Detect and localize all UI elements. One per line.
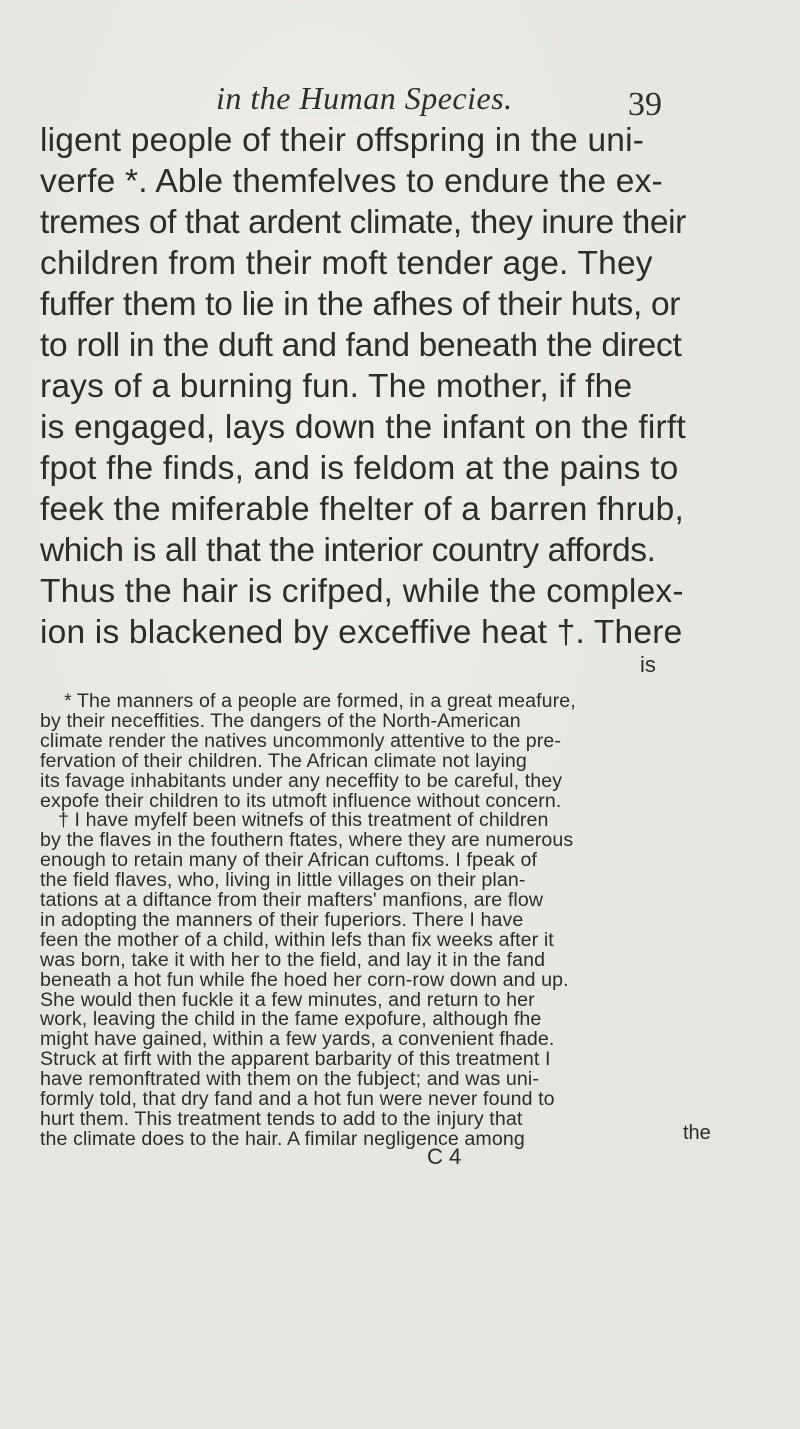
- footnote-line: expofe their children to its utmoft influence without concern.: [40, 789, 562, 812]
- footnote-line: was born, take it with her to the field, and lay it in the fand: [40, 948, 546, 971]
- body-line: is engaged, lays down the infant on the firft: [40, 409, 686, 446]
- footnote-line: its favage inhabitants under any neceffity to be careful, they: [40, 769, 563, 792]
- bottom-catchword: the: [683, 1121, 711, 1144]
- footnote-line: by their neceffities. The dangers of the North-American: [40, 709, 521, 732]
- footnote-line: in adopting the manners of their fuperiors. There I have: [40, 908, 524, 931]
- footnote-line: Struck at firft with the apparent barbarity of this treatment I: [40, 1048, 551, 1071]
- footnote-line: enough to retain many of their African cuftoms. I fpeak of: [40, 849, 538, 872]
- body-line: tremes of that ardent climate, they inure their: [40, 204, 686, 241]
- catchword: is: [640, 652, 656, 677]
- body-line: rays of a burning fun. The mother, if fhe: [40, 368, 633, 405]
- body-line: feek the miferable fhelter of a barren fhrub,: [40, 491, 684, 528]
- body-line: Thus the hair is crifped, while the complex-: [40, 573, 684, 610]
- body-line: fuffer them to lie in the afhes of their huts, or: [40, 286, 681, 323]
- footnote-line: fervation of their children. The African climate not laying: [40, 749, 527, 772]
- footnote-line: the climate does to the hair. A fimilar negligence among: [40, 1127, 525, 1150]
- running-head: in the Human Species.: [216, 80, 513, 116]
- page-number: 39: [628, 86, 662, 123]
- body-line: to roll in the duft and fand beneath the direct: [40, 327, 682, 364]
- footnote-line: climate render the natives uncommonly attentive to the pre-: [40, 729, 562, 752]
- footnote-line: † I have myfelf been witnefs of this treatment of children: [58, 809, 549, 832]
- footnote-line: formly told, that dry fand and a hot fun were never found to: [40, 1088, 555, 1110]
- footnote-line: work, leaving the child in the fame expofure, although fhe: [40, 1008, 542, 1031]
- signature-mark: C 4: [427, 1143, 462, 1169]
- footnote-line: by the flaves in the fouthern ftates, where they are numerous: [40, 829, 574, 852]
- footnote-line: She would then fuckle it a few minutes, and return to her: [40, 988, 535, 1011]
- body-line: ligent people of their offspring in the uni-: [40, 122, 645, 159]
- body-line: ion is blackened by exceffive heat †. There: [40, 614, 683, 651]
- footnote-line: might have gained, within a few yards, a convenient fhade.: [40, 1028, 555, 1051]
- body-line: which is all that the interior country affords.: [40, 532, 656, 569]
- footnote-line: tations at a diftance from their mafters' manfions, are flow: [40, 889, 544, 911]
- body-line: children from their moft tender age. They: [40, 245, 653, 282]
- footnote-line: have remonftrated with them on the fubject; and was uni-: [40, 1068, 539, 1091]
- footnote-line: hurt them. This treatment tends to add to the injury that: [40, 1107, 523, 1130]
- footnote-line: feen the mother of a child, within lefs than fix weeks after it: [40, 928, 554, 951]
- footnote-line: * The manners of a people are formed, in a great meafure,: [64, 690, 576, 712]
- body-line: verfe *. Able themfelves to endure the ex-: [40, 163, 663, 200]
- footnote-line: beneath a hot fun while fhe hoed her corn-row down and up.: [40, 968, 569, 991]
- footnote-line: the field flaves, who, living in little villages on their plan-: [40, 869, 526, 892]
- body-line: fpot fhe finds, and is feldom at the pains to: [40, 450, 679, 487]
